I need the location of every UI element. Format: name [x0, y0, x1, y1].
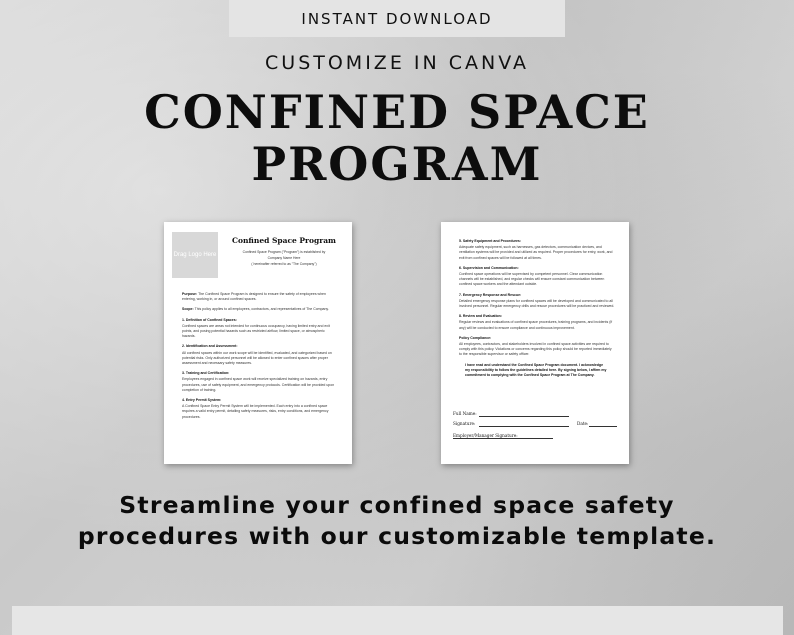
scope-text: This policy applies to all employees, contractors, and representatives of The Company. — [193, 307, 329, 312]
customize-subtitle: CUSTOMIZE IN CANVA — [265, 52, 529, 74]
full-name-line — [479, 416, 569, 417]
signature-label: Signature: — [453, 421, 476, 426]
title-line-2: PROGRAM — [251, 137, 543, 191]
section-1-text: Confined spaces are areas not intended for continuous occupancy, having limited entry and exit points, and posing potential hazards such as restricted airflow, limited space, or atmospheric hazards. — [182, 323, 330, 339]
section-6-heading: 6. Supervision and Communication: — [459, 265, 519, 270]
instant-download-banner: INSTANT DOWNLOAD — [229, 0, 565, 37]
purpose-paragraph — [182, 292, 338, 302]
section-3-heading: 3. Training and Certification: — [182, 371, 230, 376]
section-7-heading: 7. Emergency Response and Rescue: — [459, 292, 522, 297]
meta-line-2: Company Name Here — [267, 256, 301, 260]
section-4-heading: 4. Entry Permit System: — [182, 398, 222, 403]
purpose-text: The Confined Space Program is designed to ensure the safety of employees when entering, working in, or around confined spaces. — [182, 292, 326, 302]
full-name-row — [453, 411, 617, 416]
section-5-heading: 5. Safety Equipment and Procedures: — [459, 239, 522, 243]
document-meta — [226, 249, 342, 267]
date-label: Date: — [577, 421, 589, 426]
signature-row — [453, 421, 617, 426]
section-3-text: Employees engaged in confined space work will receive specialized training on hazards, entry procedures, use of safety equipment, and emergency protocols. Certification will be provided upon completion of training. — [182, 377, 335, 392]
tagline-line-2: procedures with our customizable template. — [77, 522, 717, 550]
date-line — [589, 426, 617, 427]
section-7-text: Detailed emergency response plans for confined spaces will be developed and communicated to all involved personnel. Regular emergency drills and rescue procedures will be practiced and reviewed. — [459, 298, 615, 309]
section-5-text: Adequate safety equipment, such as harnesses, gas detectors, communication devices, and ventilation systems will be provided and utilized as required. Proper procedures for entry, work, and exit from confined spaces will be followed at all times. — [459, 245, 613, 260]
section-2-text: All confined spaces within our work scope will be identified, evaluated, and categorized based on potential risks. Only authorized personnel will be allowed to enter confined spaces after proper assessment and necessary safety measures. — [182, 350, 332, 366]
logo-placeholder: Drag Logo Here — [172, 232, 218, 278]
product-title — [0, 86, 794, 190]
title-line-1: CONFINED SPACE — [144, 85, 650, 139]
compliance-heading: Policy Compliance: — [459, 335, 492, 340]
bottom-bar — [12, 606, 783, 635]
scope-label: Scope: — [182, 307, 194, 312]
purpose-label: Purpose: — [182, 292, 198, 296]
signature-line — [479, 426, 569, 427]
section-6-text: Confined space operations will be supervised by competent personnel. Clear communication channels will be established, and regular checks will ensure constant communication between confined space workers and the attendant outside. — [459, 272, 605, 287]
document-preview-page-2 — [441, 222, 629, 464]
document-preview-page-1 — [164, 222, 352, 464]
section-1-heading: 1. Definition of Confined Spaces: — [182, 317, 237, 322]
manager-signature-line — [453, 438, 553, 439]
acknowledgement-text: I have read and understand the Confined Space Program document. I acknowledge my responsibility to follow the guidelines detailed here. By signing below, I affirm my commitment to complying with the Confined Space Program at The Company. — [465, 362, 607, 378]
document-body-2 — [459, 239, 615, 383]
manager-signature-row — [453, 433, 617, 438]
section-4-text: A Confined Space Entry Permit System will be implemented. Each entry into a confined space requires a valid entry permit, detailing safety measures, risks, entry conditions, and emergency procedures. — [182, 404, 329, 419]
document-body-1 — [182, 292, 338, 425]
meta-line-1: Confined Space Program ("Program") is established by — [242, 250, 326, 254]
full-name-label: Full Name: — [453, 411, 477, 416]
tagline — [0, 490, 794, 552]
section-2-heading: 2. Identification and Assessment: — [182, 344, 238, 349]
scope-paragraph — [182, 307, 338, 312]
compliance-text: All employees, contractors, and stakeholders involved in confined space activities are required to comply with this policy. Violations or concerns regarding this policy should be reported immediately to the responsible supervisor or safety officer. — [459, 342, 612, 357]
tagline-line-1: Streamline your confined space safety — [119, 491, 675, 519]
meta-line-3: ( hereinafter referred to as "The Company") — [251, 262, 317, 266]
section-8-text: Regular reviews and evaluations of confined space procedures, training programs, and incidents (if any) will be conducted to ensure compliance and continuous improvement. — [459, 320, 613, 330]
section-8-heading: 8. Review and Evaluation: — [459, 314, 502, 319]
document-title: Confined Space Program — [231, 236, 336, 245]
manager-signature-label: Employer/Manager Signature: — [453, 433, 518, 438]
